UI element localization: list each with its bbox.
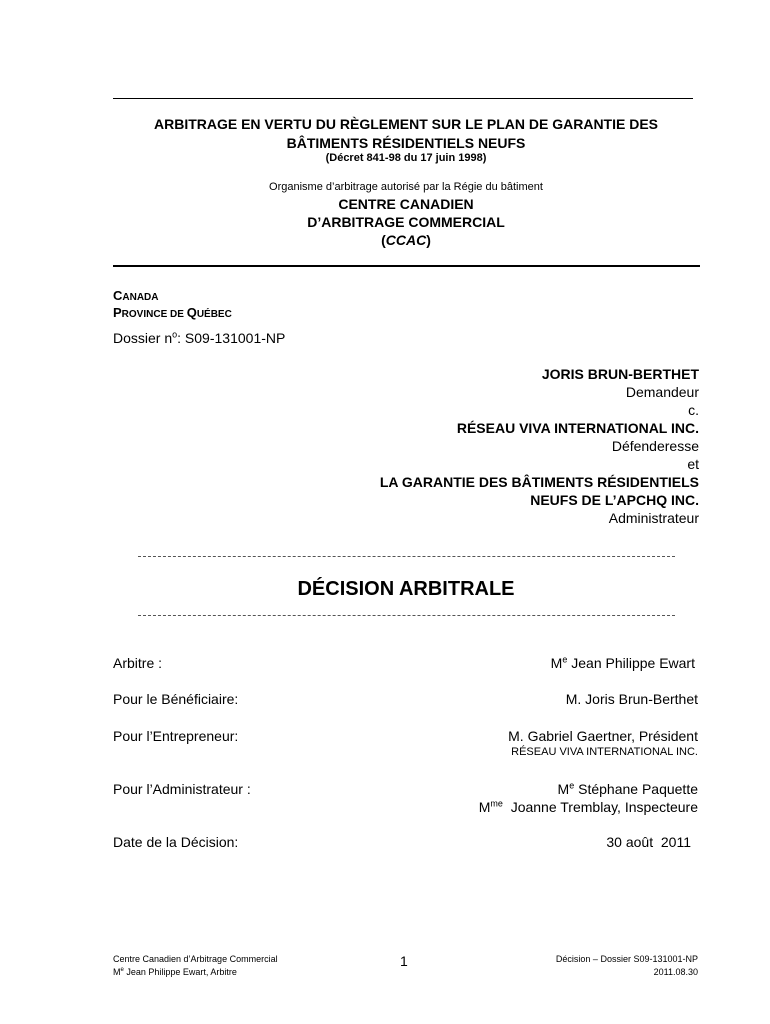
footer-left (113, 953, 278, 979)
dossier-number: Dossier $n^o$: S09-131001-NP (113, 329, 286, 346)
date-value: 30 août 2011 (606, 834, 691, 850)
org-line-2: D’ARBITRAGE COMMERCIAL (307, 214, 505, 230)
party-line: RÉSEAU VIVA INTERNATIONAL INC. (456, 420, 699, 436)
arbitre-label: Arbitre : (113, 655, 163, 671)
party-role: Demandeur (625, 384, 699, 400)
decree-reference: (Décret 841-98 du 17 juin 1998) (325, 152, 487, 164)
page-number: 1 (400, 953, 408, 969)
footer-arbitrator: Me Jean Philippe Ewart, Arbitre (113, 967, 237, 977)
administrateur-value-2: $M^{me}$ Joanne Tremblay, Inspecteure (478, 798, 698, 815)
title-line-1: ARBITRAGE EN VERTU DU RÈGLEMENT SUR LE PLAN DE GARANTIE DES (153, 116, 659, 132)
party-role: Administrateur (608, 510, 699, 526)
administrateur-label: Pour l’Administrateur : (113, 781, 251, 797)
party-line: LA GARANTIE DES BÂTIMENTS RÉSIDENTIELS (379, 474, 699, 490)
decision-title: DÉCISION ARBITRALE (297, 578, 515, 600)
footer-org: Centre Canadien d’Arbitrage Commercial (113, 954, 278, 964)
party-line: NEUFS DE L’APCHQ INC. (530, 492, 699, 508)
divider-dashed-top (138, 556, 675, 557)
title-line-2: BÂTIMENTS RÉSIDENTIELS NEUFS (286, 135, 526, 151)
org-line-1: CENTRE CANADIEN (338, 196, 474, 212)
administrateur-value-1: Me Stéphane Paquette (557, 780, 698, 797)
beneficiaire-value: M. Joris Brun-Berthet (565, 691, 698, 707)
document-title (0, 115, 770, 153)
party-line: JORIS BRUN-BERTHET (541, 366, 699, 382)
footer-right (556, 953, 698, 979)
entrepreneur-company: RÉSEAU VIVA INTERNATIONAL INC. (511, 746, 698, 758)
party-role: Défenderesse (611, 438, 699, 454)
header-divider (113, 265, 700, 267)
party-separator: et (687, 456, 699, 472)
jurisdiction-country: CANADA (113, 288, 159, 303)
organization-name (0, 195, 770, 249)
jurisdiction-province: PROVINCE DE QUÉBEC (113, 305, 232, 320)
org-abbrev: (CCAC) (381, 232, 431, 248)
divider-dashed-bottom (138, 615, 675, 616)
authorized-by: Organisme d’arbitrage autorisé par la Régie du bâtiment (269, 181, 543, 193)
date-label: Date de la Décision: (113, 834, 239, 850)
footer-date: 2011.08.30 (653, 967, 698, 977)
entrepreneur-label: Pour l’Entrepreneur: (113, 728, 239, 744)
footer-dossier: Décision – Dossier S09-131001-NP (555, 954, 698, 964)
arbitre-value: Me Jean Philippe Ewart (550, 654, 695, 671)
parties-block (249, 365, 699, 527)
party-separator: c. (688, 402, 699, 418)
entrepreneur-value: M. Gabriel Gaertner, Président (508, 728, 698, 744)
top-rule (113, 98, 693, 99)
beneficiaire-label: Pour le Bénéficiaire: (113, 691, 239, 707)
